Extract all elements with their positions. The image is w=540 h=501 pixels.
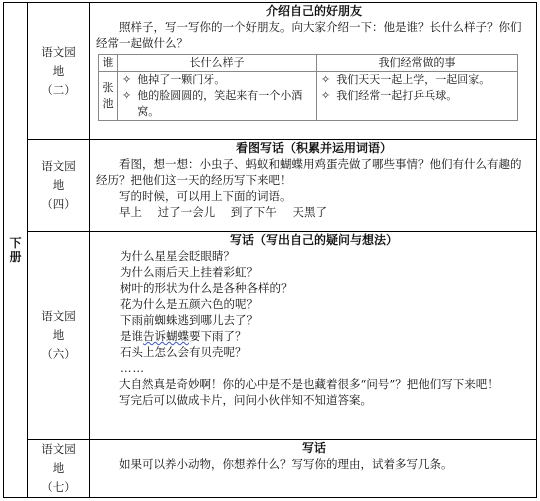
- question: 为什么雨后天上挂着彩虹？: [120, 265, 258, 279]
- activities-cell: [317, 72, 518, 121]
- question: 石头上怎么会有贝壳呢？: [120, 345, 247, 359]
- unit-paragraph: 大自然真是奇妙啊！你的心中是不是也藏着很多“问号”？把他们写下来吧！: [119, 377, 499, 391]
- header-cell: 我们经常做的事: [317, 55, 518, 72]
- unit-content: [90, 232, 537, 440]
- unit-paragraph: 写完后可以做成卡片，问问小伙伴知不知道答案。: [119, 393, 372, 407]
- bullet-icon: ✧: [122, 89, 132, 102]
- unit-title: 写话: [301, 441, 326, 455]
- question: 下雨前蜘蛛逃到哪儿去了？: [120, 313, 258, 327]
- unit-name-cell: 语文园 地 （二）: [28, 3, 90, 140]
- example-table-row: [99, 72, 518, 121]
- unit-name-cell: 语文园 地 （四）: [28, 140, 90, 232]
- question-with-underline: 是谁告诉蝴蝶要下雨了？: [120, 329, 247, 343]
- unit-row: [4, 232, 537, 440]
- phrase: 到了下午: [230, 205, 277, 219]
- bullet-icon: ✧: [122, 73, 132, 86]
- unit-content: [90, 140, 537, 232]
- bullet-icon: ✧: [321, 89, 331, 102]
- list-item: ✧ 他掉了一颗门牙。: [122, 73, 226, 86]
- example-table: [98, 54, 518, 121]
- volume-char: 下: [9, 236, 22, 250]
- unit-row: [4, 440, 537, 498]
- list-item: ✧ 他的脸圆圆的，笑起来有一个小酒窝。: [122, 89, 303, 118]
- unit-paragraph: 写的时候，可以用上下面的词语。: [119, 189, 292, 203]
- header-cell: 谁: [99, 55, 118, 72]
- unit-content: [90, 440, 537, 498]
- list-item: ✧ 我们经常一起打乒乓球。: [321, 89, 458, 102]
- unit-name-cell: 语文园 地 （六）: [28, 232, 90, 440]
- unit-paragraph: 看图，想一想：小虫子、蚂蚁和蝴蝶用鸡蛋壳做了哪些事情？他们有什么有趣的经历？把他们这一天的经历写下来吧！: [96, 157, 522, 187]
- unit-title: 介绍自己的好朋友: [265, 4, 362, 18]
- looks-cell: [118, 72, 317, 121]
- example-table-header: [99, 55, 518, 72]
- ellipsis: ……: [120, 361, 145, 375]
- bullet-icon: ✧: [321, 73, 331, 86]
- phrase-list: [96, 204, 532, 220]
- unit-row: [4, 140, 537, 232]
- unit-paragraph: 照样子，写一写你的一个好朋友。向大家介绍一下：他是谁？长什么样子？你们经常一起做什么？: [96, 20, 522, 50]
- phrase: 过了一会儿: [157, 205, 216, 219]
- unit-paragraph: 如果可以养小动物，你想养什么？写写你的理由，试着多写几条。: [119, 457, 453, 471]
- underlined-phrase: 告诉蝴蝶: [143, 329, 189, 343]
- phrase: 早上: [119, 205, 142, 219]
- friend-name: 张 池: [99, 72, 118, 121]
- volume-cell: [4, 3, 28, 498]
- list-item: ✧ 我们天天一起上学，一起回家。: [321, 73, 491, 86]
- header-cell: 长什么样子: [118, 55, 317, 72]
- unit-title: 看图写话（积累并运用词语）: [235, 141, 392, 155]
- volume-char: 册: [9, 250, 22, 264]
- unit-row: [4, 3, 537, 140]
- unit-name-cell: 语文园 地 （七）: [28, 440, 90, 498]
- question: 为什么星星会眨眼睛？: [120, 249, 235, 263]
- question: 树叶的形状为什么是各种各样的？: [120, 281, 293, 295]
- unit-title: 写话（写出自己的疑问与想法）: [229, 233, 398, 247]
- unit-content: [90, 3, 537, 140]
- question: 花为什么是五颜六色的呢？: [120, 297, 258, 311]
- phrase: 天黑了: [292, 205, 327, 219]
- curriculum-table: [3, 2, 537, 498]
